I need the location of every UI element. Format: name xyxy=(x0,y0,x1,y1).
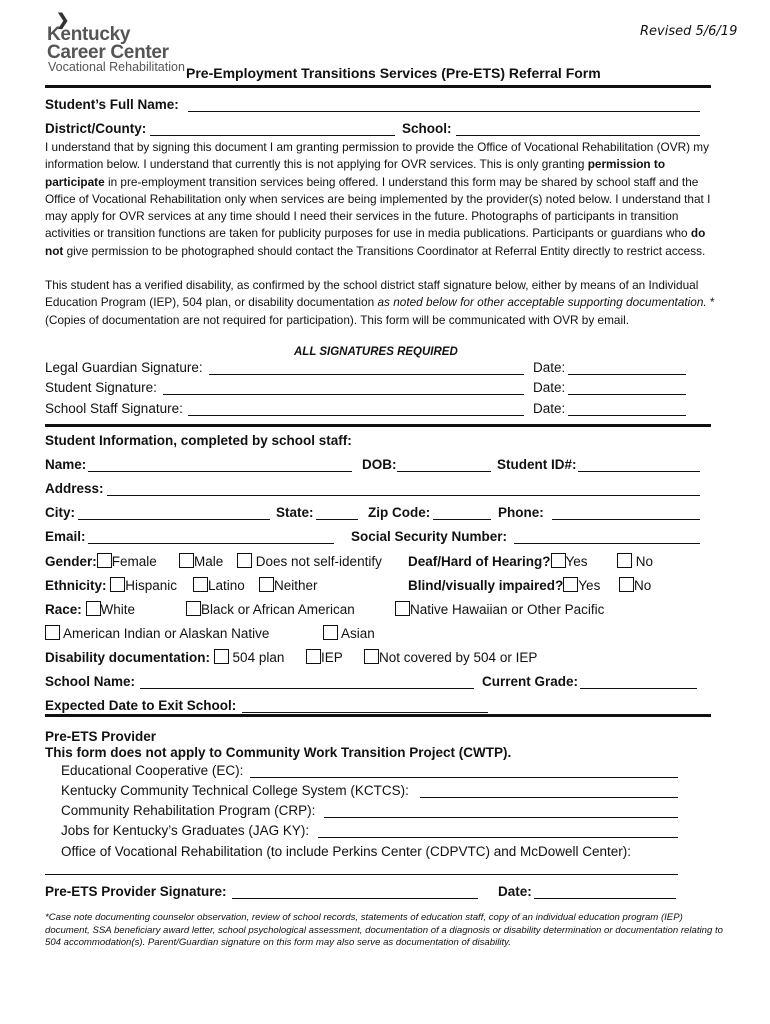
black-label: Black or African American xyxy=(201,602,355,617)
kctcs-field[interactable] xyxy=(420,783,678,798)
provider-signature-label: Pre-ETS Provider Signature: xyxy=(45,884,227,899)
grade-field[interactable] xyxy=(580,674,697,689)
deaf-label: Deaf/Hard of Hearing? xyxy=(408,554,551,569)
ethnicity-label: Ethnicity: xyxy=(45,578,107,593)
latino-option xyxy=(193,577,245,593)
crp-field[interactable] xyxy=(324,803,678,818)
white-checkbox[interactable] xyxy=(86,601,101,616)
plan504-checkbox[interactable] xyxy=(214,649,229,664)
blind-yes-checkbox[interactable] xyxy=(563,577,578,592)
full-name-field[interactable] xyxy=(188,97,700,112)
zip-field[interactable] xyxy=(433,505,491,520)
jag-field[interactable] xyxy=(318,823,678,838)
city-label: City: xyxy=(45,505,75,520)
student-info-rule xyxy=(45,714,711,717)
address-label: Address: xyxy=(45,481,104,496)
ethnicity-row xyxy=(45,577,177,593)
deaf-no-checkbox[interactable] xyxy=(617,553,632,568)
revised-date: Revised 5/6/19 xyxy=(640,24,738,39)
american-indian-checkbox[interactable] xyxy=(45,625,60,640)
logo-line-2: Career Center xyxy=(47,42,169,63)
black-option xyxy=(186,601,355,617)
consent-paragraph: I understand that by signing this document I am granting permission to provide the Office of Vocational Rehabilitation (OVR) my information below. I understand that currently this is not applying for OVR services. This is only granting permission to participate in pre-employment transition services being offered. I understand this form may be shared by school staff and the Office of Vocational Rehabilitation only when services are being implemented by the provider(s) noted below. I understand that I may apply for OVR services at any time should I need their services in the future. Photographs of participants in transition activities or transition functions are taken for publicity purposes for use in media publications. Participants or guardians who do not give permission to be photographed should contact the Transitions Coordinator at Referral Entity directly to restrict access. xyxy=(45,140,711,258)
not-covered-option xyxy=(364,649,537,665)
student-date-label: Date: xyxy=(533,380,566,395)
zip-label: Zip Code: xyxy=(368,505,431,520)
dob-label: DOB: xyxy=(362,457,397,472)
deaf-yes-label: Yes xyxy=(565,554,588,569)
provider-header: Pre-ETS Provider xyxy=(45,729,157,744)
female-checkbox[interactable] xyxy=(97,553,112,568)
american-indian-label: American Indian or Alaskan Native xyxy=(63,626,270,641)
email-field[interactable] xyxy=(88,529,334,544)
deaf-row xyxy=(408,553,588,569)
guardian-date-field[interactable] xyxy=(568,360,686,375)
asian-option xyxy=(323,625,375,641)
footnote: *Case note documenting counselor observation, review of school records, statements of education staff, copy of an individual education program (IEP) document, SSA beneficiary award letter, school psychological assessment, documentation of a diagnosis or disability determination or documentation relating to 504 accommodation(s). Parent/Guardian signature on this form may also serve as documentation of disability. xyxy=(45,912,723,949)
school-name-field[interactable] xyxy=(140,674,474,689)
staff-date-field[interactable] xyxy=(568,401,686,416)
title-rule xyxy=(45,85,711,88)
guardian-signature-field[interactable] xyxy=(209,360,524,375)
state-label: State: xyxy=(276,505,314,520)
black-checkbox[interactable] xyxy=(186,601,201,616)
guardian-signature-label: Legal Guardian Signature: xyxy=(45,360,203,375)
address-field[interactable] xyxy=(107,481,700,496)
guardian-date-label: Date: xyxy=(533,360,566,375)
female-label: Female xyxy=(111,554,157,569)
logo-line-3: Vocational Rehabilitation xyxy=(48,60,185,74)
latino-label: Latino xyxy=(208,578,245,593)
disability-paragraph: This student has a verified disability, as confirmed by the school district staff signature below, either by means of an Individual Education Program (IEP), 504 plan, or disability documentation as noted below for other acceptable supporting documentation. *(Copies of documentation are not required for participation). This form will be communicated with OVR by email. xyxy=(45,278,715,327)
school-field[interactable] xyxy=(456,121,700,136)
school-label: School: xyxy=(402,121,452,136)
form-title: Pre-Employment Transitions Services (Pre-ETS) Referral Form xyxy=(186,65,601,81)
staff-signature-label: School Staff Signature: xyxy=(45,401,183,416)
iep-label: IEP xyxy=(321,650,343,665)
city-field[interactable] xyxy=(78,505,270,520)
ssn-label: Social Security Number: xyxy=(351,529,508,544)
student-id-field[interactable] xyxy=(578,457,700,472)
logo-chevron-icon: ❯ xyxy=(56,12,70,29)
hawaiian-option xyxy=(395,601,604,617)
blind-label: Blind/visually impaired? xyxy=(408,578,564,593)
hawaiian-checkbox[interactable] xyxy=(395,601,410,616)
asian-checkbox[interactable] xyxy=(323,625,338,640)
signatures-required: ALL SIGNATURES REQUIRED xyxy=(294,346,458,358)
student-id-label: Student ID#: xyxy=(497,457,577,472)
race-label: Race: xyxy=(45,602,82,617)
blind-no-label: No xyxy=(634,578,652,593)
disability-doc-row xyxy=(45,649,284,665)
name-field[interactable] xyxy=(88,457,352,472)
not-covered-label: Not covered by 504 or IEP xyxy=(379,650,538,665)
gender-row xyxy=(45,553,157,569)
white-label: White xyxy=(100,602,136,617)
neither-label: Neither xyxy=(274,578,318,593)
provider-signature-field[interactable] xyxy=(232,884,478,899)
male-option xyxy=(179,553,223,569)
staff-date-label: Date: xyxy=(533,401,566,416)
latino-checkbox[interactable] xyxy=(193,577,208,592)
not-identify-label: Does not self-identify xyxy=(255,554,382,569)
ec-field[interactable] xyxy=(250,763,678,778)
hispanic-label: Hispanic xyxy=(125,578,178,593)
ovr-field[interactable] xyxy=(45,860,678,875)
grade-label: Current Grade: xyxy=(482,674,579,689)
hispanic-checkbox[interactable] xyxy=(110,577,125,592)
student-signature-label: Student Signature: xyxy=(45,380,157,395)
ovr-label: Office of Vocational Rehabilitation (to include Perkins Center (CDPVTC) and McDowell Center): xyxy=(61,844,631,859)
student-info-header: Student Information, completed by school staff: xyxy=(45,433,352,448)
exit-date-field[interactable] xyxy=(242,698,488,713)
district-label: District/County: xyxy=(45,121,147,136)
email-label: Email: xyxy=(45,529,86,544)
disability-doc-label: Disability documentation: xyxy=(45,650,211,665)
asian-label: Asian xyxy=(341,626,375,641)
district-field[interactable] xyxy=(150,121,395,136)
male-checkbox[interactable] xyxy=(179,553,194,568)
neither-option xyxy=(259,577,318,593)
not-identify-option xyxy=(237,553,382,569)
ssn-field[interactable] xyxy=(514,529,700,544)
provider-note: This form does not apply to Community Work Transition Project (CWTP). xyxy=(45,745,512,760)
dob-field[interactable] xyxy=(397,457,491,472)
neither-checkbox[interactable] xyxy=(259,577,274,592)
provider-date-label: Date: xyxy=(498,884,532,899)
blind-no-checkbox[interactable] xyxy=(619,577,634,592)
logo-line-1: Kentucky xyxy=(47,24,131,45)
male-label: Male xyxy=(194,554,224,569)
school-name-label: School Name: xyxy=(45,674,136,689)
signature-rule xyxy=(45,424,711,427)
crp-label: Community Rehabilitation Program (CRP): xyxy=(61,803,316,818)
kctcs-label: Kentucky Community Technical College System (KCTCS): xyxy=(61,783,409,798)
gender-label: Gender: xyxy=(45,554,97,569)
not-covered-checkbox[interactable] xyxy=(364,649,379,664)
jag-label: Jobs for Kentucky’s Graduates (JAG KY): xyxy=(61,823,310,838)
phone-label: Phone: xyxy=(498,505,544,520)
american-indian-option xyxy=(45,625,269,641)
deaf-yes-checkbox[interactable] xyxy=(551,553,566,568)
blind-row xyxy=(408,577,600,593)
hawaiian-label: Native Hawaiian or Other Pacific xyxy=(410,602,605,617)
blind-yes-label: Yes xyxy=(578,578,601,593)
provider-date-field[interactable] xyxy=(534,884,676,899)
race-row xyxy=(45,601,135,617)
iep-option xyxy=(306,649,343,665)
full-name-label: Student’s Full Name: xyxy=(45,97,179,112)
student-signature-field[interactable] xyxy=(163,380,524,395)
blind-no-option xyxy=(619,577,651,593)
iep-checkbox[interactable] xyxy=(306,649,321,664)
state-field[interactable] xyxy=(316,505,358,520)
ec-label: Educational Cooperative (EC): xyxy=(61,763,244,778)
phone-field[interactable] xyxy=(552,505,700,520)
exit-date-label: Expected Date to Exit School: xyxy=(45,698,237,713)
deaf-no-option xyxy=(617,553,653,569)
plan504-label: 504 plan xyxy=(232,650,285,665)
name-label: Name: xyxy=(45,457,87,472)
not-identify-checkbox[interactable] xyxy=(237,553,252,568)
student-date-field[interactable] xyxy=(568,380,686,395)
deaf-no-label: No xyxy=(635,554,654,569)
staff-signature-field[interactable] xyxy=(188,401,524,416)
